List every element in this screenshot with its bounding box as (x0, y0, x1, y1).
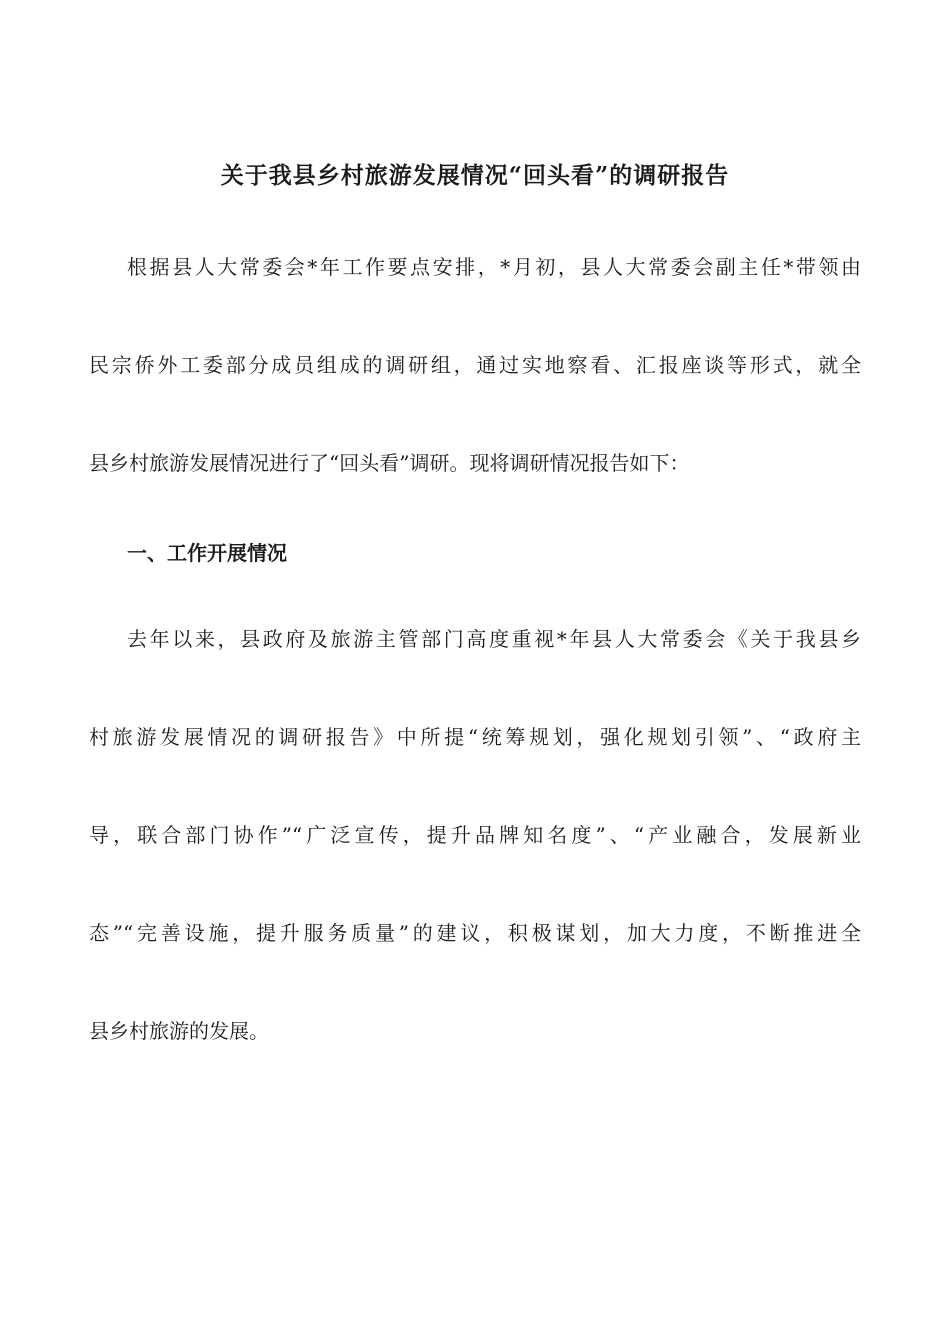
paragraph-line: 根据县人大常委会*年工作要点安排，*月初，县人大常委会副主任*带领由 (127, 255, 861, 279)
document-title: 关于我县乡村旅游发展情况“回头看”的调研报告 (220, 162, 730, 189)
paragraph-line: 县乡村旅游的发展。 (89, 1019, 269, 1043)
paragraph-line: 导，联合部门协作”“广泛宣传，提升品牌知名度”、“产业融合，发展新业 (89, 823, 861, 847)
work-paragraph (89, 622, 861, 1112)
paragraph-line: 村旅游发展情况的调研报告》中所提“统筹规划，强化规划引领”、“政府主 (89, 725, 861, 749)
paragraph-line: 民宗侨外工委部分成员组成的调研组，通过实地察看、汇报座谈等形式，就全 (89, 353, 861, 377)
paragraph-line: 态”“完善设施，提升服务质量”的建议，积极谋划，加大力度，不断推进全 (89, 921, 861, 945)
section-heading: 一、工作开展情况 (127, 541, 287, 565)
paragraph-line: 县乡村旅游发展情况进行了“回头看”调研。现将调研情况报告如下： (89, 451, 690, 475)
paragraph-line: 去年以来，县政府及旅游主管部门高度重视*年县人大常委会《关于我县乡 (127, 627, 861, 651)
intro-paragraph (89, 250, 861, 544)
